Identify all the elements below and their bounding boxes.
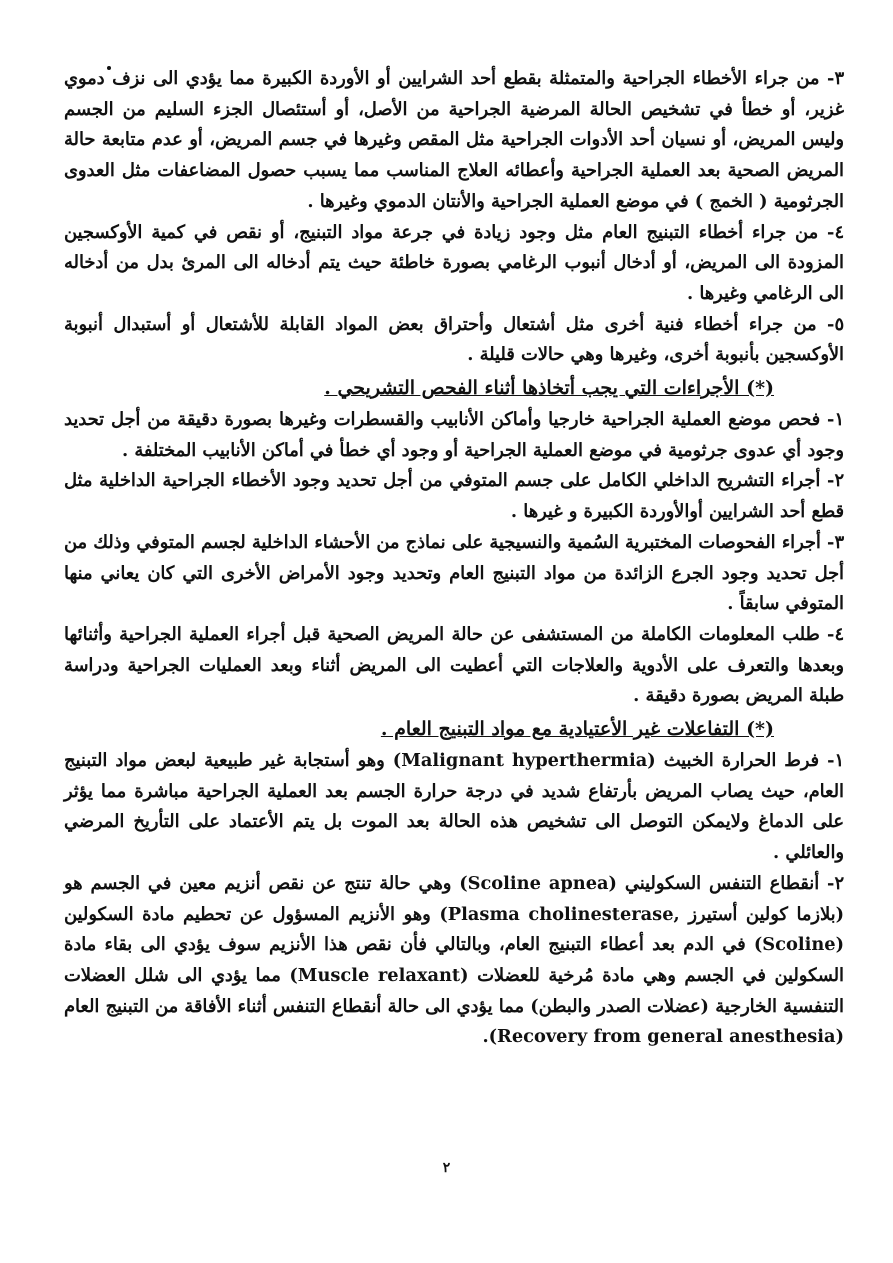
section-heading-autopsy-procedures: (*) الأجراءات التي يجب أتخاذها أثناء الفحص التشريحي . bbox=[324, 377, 774, 400]
paragraph-5: ٥- من جراء أخطاء فنية أخرى مثل أشتعال وأحتراق بعض المواد القابلة للأشتعال أو أستبدال أنبوبة الأوكسجين بأنبوبة أخرى، وغيرها وهي حالات قليلة . bbox=[64, 313, 844, 366]
autopsy-item-1: ١- فحص موضع العملية الجراحية خارجيا وأماكن الأنابيب والقسطرات وغيرها بصورة دقيقة من أجل تحديد وجود أي عدوى جرثومية في موضع العملية الجراحية أو وجود أي خطأ في أماكن الأنابيب المختلفة . bbox=[64, 409, 844, 461]
reaction-item-2: ٢- أنقطاع التنفس السكوليني (Scoline apnea) وهي حالة تنتج عن نقص أنزيم معين في الجسم هو (بلازما كولين أستيرز ,Plasma cholinesterase) وهو الأنزيم المسؤول عن تحطيم مادة السكولين (Scoline) في الدم بعد أعطاء التبنيج العام، وبالتالي فأن نقص هذا الأنزيم سوف يؤدي الى بقاء مادة السكولين في الجسم وهي مادة مُرخية للعضلات (Muscle relaxant) مما يؤدي الى شلل العضلات التنفسية الخارجية (عضلات الصدر والبطن) مما يؤدي الى حالة أنقطاع التنفس أثناء الأفاقة من التبنيج العام (Recovery from general anesthesia). bbox=[64, 872, 844, 1048]
document-page bbox=[64, 64, 844, 1254]
paragraph-3: ٣- من جراء الأخطاء الجراحية والمتمثلة بقطع أحد الشرايين أو الأوردة الكبيرة مما يؤدي الى نزف دموي غزير، أو خطأ في تشخيص الحالة المرضية الجراحية من الأصل، أو أستئصال الجزء السليم من الجسم وليس المريض، أو نسيان أحد الأدوات الجراحية مثل المقص وغيرها في جسم المريض، أو عدم متابعة حالة المريض الصحية بعد العملية الجراحية وأعطائه العلاج المناسب مما يسبب حصول المضاعفات مثل العدوى الجرثومية ( الخمج ) في موضع العملية الجراحية والأنتان الدموي وغيرها . bbox=[64, 68, 844, 212]
autopsy-item-2: ٢- أجراء التشريح الداخلي الكامل على جسم المتوفي من أجل تحديد وجود الأخطاء الجراحية الداخلية مثل قطع أحد الشرايين أوالأوردة الكبيرة و غيرها . bbox=[64, 470, 844, 523]
paragraph-4: ٤- من جراء أخطاء التبنيج العام مثل وجود زيادة في جرعة مواد التبنيج، أو نقص في كمية الأوكسجين المزودة الى المريض، أو أدخال أنبوب الرغامي بصورة خاطئة حيث يتم أدخاله الى المرئ بدل من أدخاله الى الرغامي وغيرها . bbox=[64, 221, 844, 304]
autopsy-item-4: ٤- طلب المعلومات الكاملة من المستشفى عن حالة المريض الصحية قبل أجراء العملية الجراحية وأثنائها وبعدها والتعرف على الأدوية والعلاجات التي أعطيت الى المريض أثناء وبعد العمليات الجراحية ودراسة طبلة المريض بصورة دقيقة . bbox=[64, 623, 844, 707]
section-heading-abnormal-reactions: (*) التفاعلات غير الأعتيادية مع مواد التبنيج العام . bbox=[380, 718, 774, 741]
autopsy-item-3: ٣- أجراء الفحوصات المختبرية السُمية والنسيجية على نماذج من الأحشاء الداخلية لجسم المتوفي وذلك من أجل تحديد وجود الجرع الزائدة من مواد التبنيج العام وتحديد وجود الأمراض الأخرى التي كان يعاني منها المتوفي سابقاً . bbox=[64, 531, 844, 615]
page-number: ٢ bbox=[442, 1160, 451, 1176]
reaction-item-1: ١- فرط الحرارة الخبيث (Malignant hyperthermia) وهو أستجابة غير طبيعية لبعض مواد التبنيج العام، حيث يصاب المريض بأرتفاع شديد في درجة حرارة الجسم بعد العملية الجراحية مباشرة مما يؤثر على الدماغ ولايمكن التوصل الى تشخيص هذه الحالة بعد الموت بل يتم الأعتماد على التأريخ المرضي والعائلي . bbox=[64, 750, 845, 864]
